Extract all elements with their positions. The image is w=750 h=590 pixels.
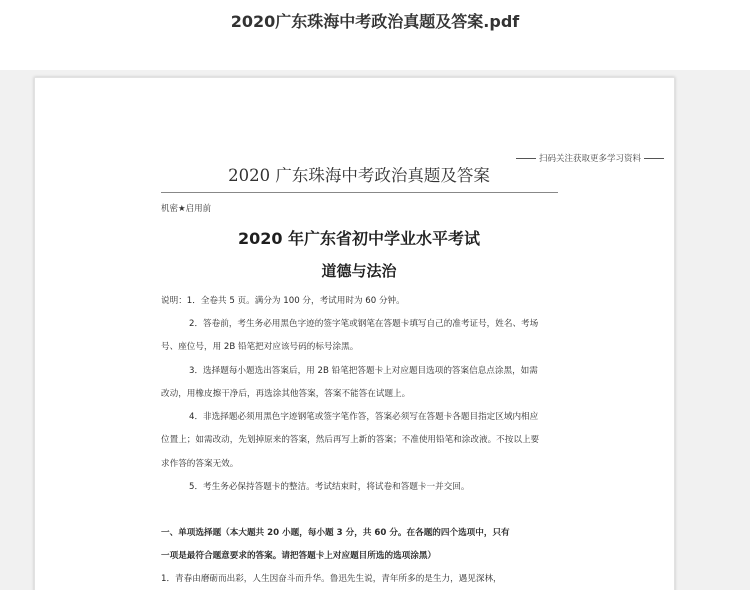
document-page	[34, 77, 675, 590]
instruction-line: 求作答的答案无效。	[161, 459, 239, 469]
instruction-line: 位置上；如需改动，先划掉原来的答案，然后再写上新的答案；不准使用铅笔和涂改液。不按以上要	[161, 435, 540, 445]
instruction-line: 2．答卷前，考生务必用黑色字迹的签字笔或钢笔在答题卡填写自己的准考证号，姓名、考场	[189, 319, 539, 329]
subject-title: 道德与法治	[321, 262, 397, 280]
dash-right	[644, 158, 664, 159]
title-bar	[0, 0, 750, 70]
question-line: 1．青春由磨砺而出彩，人生因奋斗而升华。鲁迅先生说，青年所多的是生力，遇见深林，	[161, 574, 502, 584]
scanned-page	[35, 78, 676, 590]
document-heading: 2020 广东珠海中考政治真题及答案	[228, 166, 490, 185]
qr-note-text: 扫码关注获取更多学习资料	[539, 154, 642, 164]
instruction-line: 号、座位号，用 2B 铅笔把对应该号码的标号涂黑。	[161, 342, 359, 352]
heading-divider	[161, 192, 558, 193]
section-heading: 一项是最符合题意要求的答案。请把答题卡上对应题目所选的选项涂黑）	[161, 551, 437, 561]
instruction-line: 5．考生务必保持答题卡的整洁。考试结束时，将试卷和答题卡一并交回。	[189, 482, 470, 492]
document-filename: 2020广东珠海中考政治真题及答案.pdf	[230, 12, 520, 31]
instruction-line: 3．选择题每小题选出答案后，用 2B 铅笔把答题卡上对应题目选项的答案信息点涂黑，如需	[189, 366, 538, 376]
exam-title: 2020 年广东省初中学业水平考试	[237, 229, 481, 248]
secret-label: 机密★启用前	[161, 204, 212, 214]
instruction-line: 4．非选择题必须用黑色字迹钢笔或签字笔作答，答案必须写在答题卡各题目指定区域内相应	[189, 412, 539, 422]
instruction-line: 改动，用橡皮擦干净后，再选涂其他答案，答案不能答在试题上。	[161, 389, 411, 399]
section-heading: 一、单项选择题（本大题共 20 小题，每小题 3 分，共 60 分。在各题的四个选项中，只有	[161, 528, 510, 538]
instruction-line: 说明：1．全卷共 5 页。满分为 100 分，考试用时为 60 分钟。	[161, 296, 405, 306]
dash-left	[516, 158, 536, 159]
